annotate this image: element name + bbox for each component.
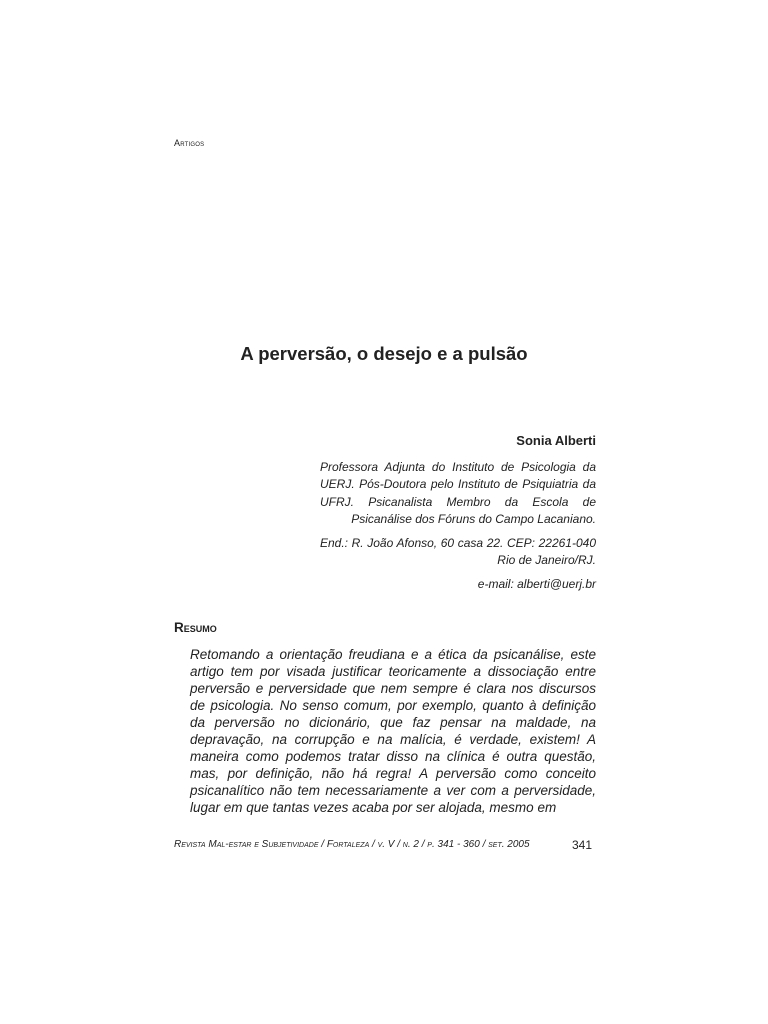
section-label: Artigos — [174, 138, 205, 148]
author-affiliation: Professora Adjunta do Instituto de Psicologia da UERJ. Pós-Doutora pelo Instituto de Psiquiatria da UFRJ. Psicanalista Membro da Escola de Psicanálise dos Fóruns do Campo Lacaniano. — [320, 459, 596, 526]
abstract-text: Retomando a orientação freudiana e a ética da psicanálise, este artigo tem por visada justificar teoricamente a dissociação entre perversão e perversidade que nem sempre é clara nos discursos de psicologia. No senso comum, por exemplo, quanto à definição da perversão no dicionário, que faz pensar na maldade, na depravação, na corrupção e na malícia, é verdade, existem! A maneira como podemos tratar disso na clínica é outra questão, mas, por definição, não há regra! A perversão como conceito psicanalítico não tem necessariamente a ver com a perversidade, lugar em que tantas vezes acaba por ser alojada, mesmo em — [190, 647, 596, 815]
author-name: Sonia Alberti — [516, 433, 596, 448]
abstract-heading: Resumo — [174, 620, 217, 635]
author-address: End.: R. João Afonso, 60 casa 22. CEP: 22261-040 Rio de Janeiro/RJ. — [320, 535, 596, 567]
page-number: 341 — [572, 838, 593, 852]
author-block — [320, 432, 596, 593]
article-title: A perversão, o desejo e a pulsão — [240, 343, 528, 364]
author-email: e-mail: alberti@uerj.br — [477, 576, 596, 591]
journal-citation: Revista Mal-estar e Subjetividade / Fortaleza / v. V / n. 2 / p. 341 - 360 / set. 2005 — [174, 839, 530, 850]
